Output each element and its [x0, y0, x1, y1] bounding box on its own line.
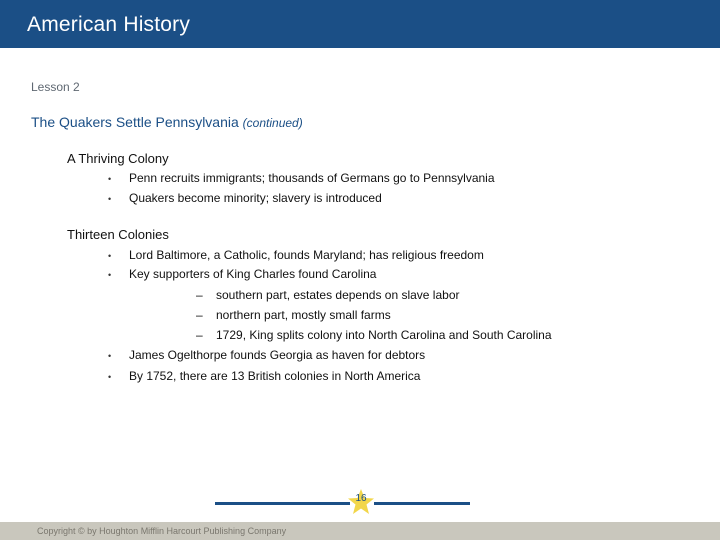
list-item: James Ogelthorpe founds Georgia as haven for debtors [129, 348, 426, 362]
slide-title [31, 114, 303, 130]
bullet-icon: • [108, 194, 112, 204]
slide-title-main: The Quakers Settle Pennsylvania [31, 114, 239, 130]
bullet-icon: • [108, 372, 112, 382]
list-item: By 1752, there are 13 British colonies in North America [129, 369, 421, 383]
sub-list-item: southern part, estates depends on slave labor [216, 288, 460, 302]
list-item: Lord Baltimore, a Catholic, founds Maryland; has religious freedom [129, 248, 484, 262]
dash-icon: – [196, 288, 203, 302]
header-title: American History [27, 13, 191, 36]
section-heading-thriving-colony: A Thriving Colony [67, 151, 169, 166]
list-item: Quakers become minority; slavery is introduced [129, 191, 382, 205]
bullet-icon: • [108, 174, 112, 184]
header-bar [0, 0, 720, 48]
footer-bar [0, 522, 720, 540]
sub-list-item: northern part, mostly small farms [216, 308, 391, 322]
dash-icon: – [196, 328, 203, 342]
page-number: 16 [355, 493, 367, 504]
list-item: Key supporters of King Charles found Carolina [129, 267, 377, 281]
sub-list-item: 1729, King splits colony into North Carolina and South Carolina [216, 328, 552, 342]
bullet-icon: • [108, 270, 112, 280]
bullet-icon: • [108, 251, 112, 261]
lesson-label: Lesson 2 [31, 80, 80, 94]
page-divider-right [374, 502, 470, 505]
list-item: Penn recruits immigrants; thousands of Germans go to Pennsylvania [129, 171, 495, 185]
copyright-text: Copyright © by Houghton Mifflin Harcourt Publishing Company [37, 526, 287, 536]
page-divider-left [215, 502, 350, 505]
dash-icon: – [196, 308, 203, 322]
section-heading-thirteen-colonies: Thirteen Colonies [67, 227, 169, 242]
bullet-icon: • [108, 351, 112, 361]
slide-title-note: (continued) [242, 116, 303, 130]
